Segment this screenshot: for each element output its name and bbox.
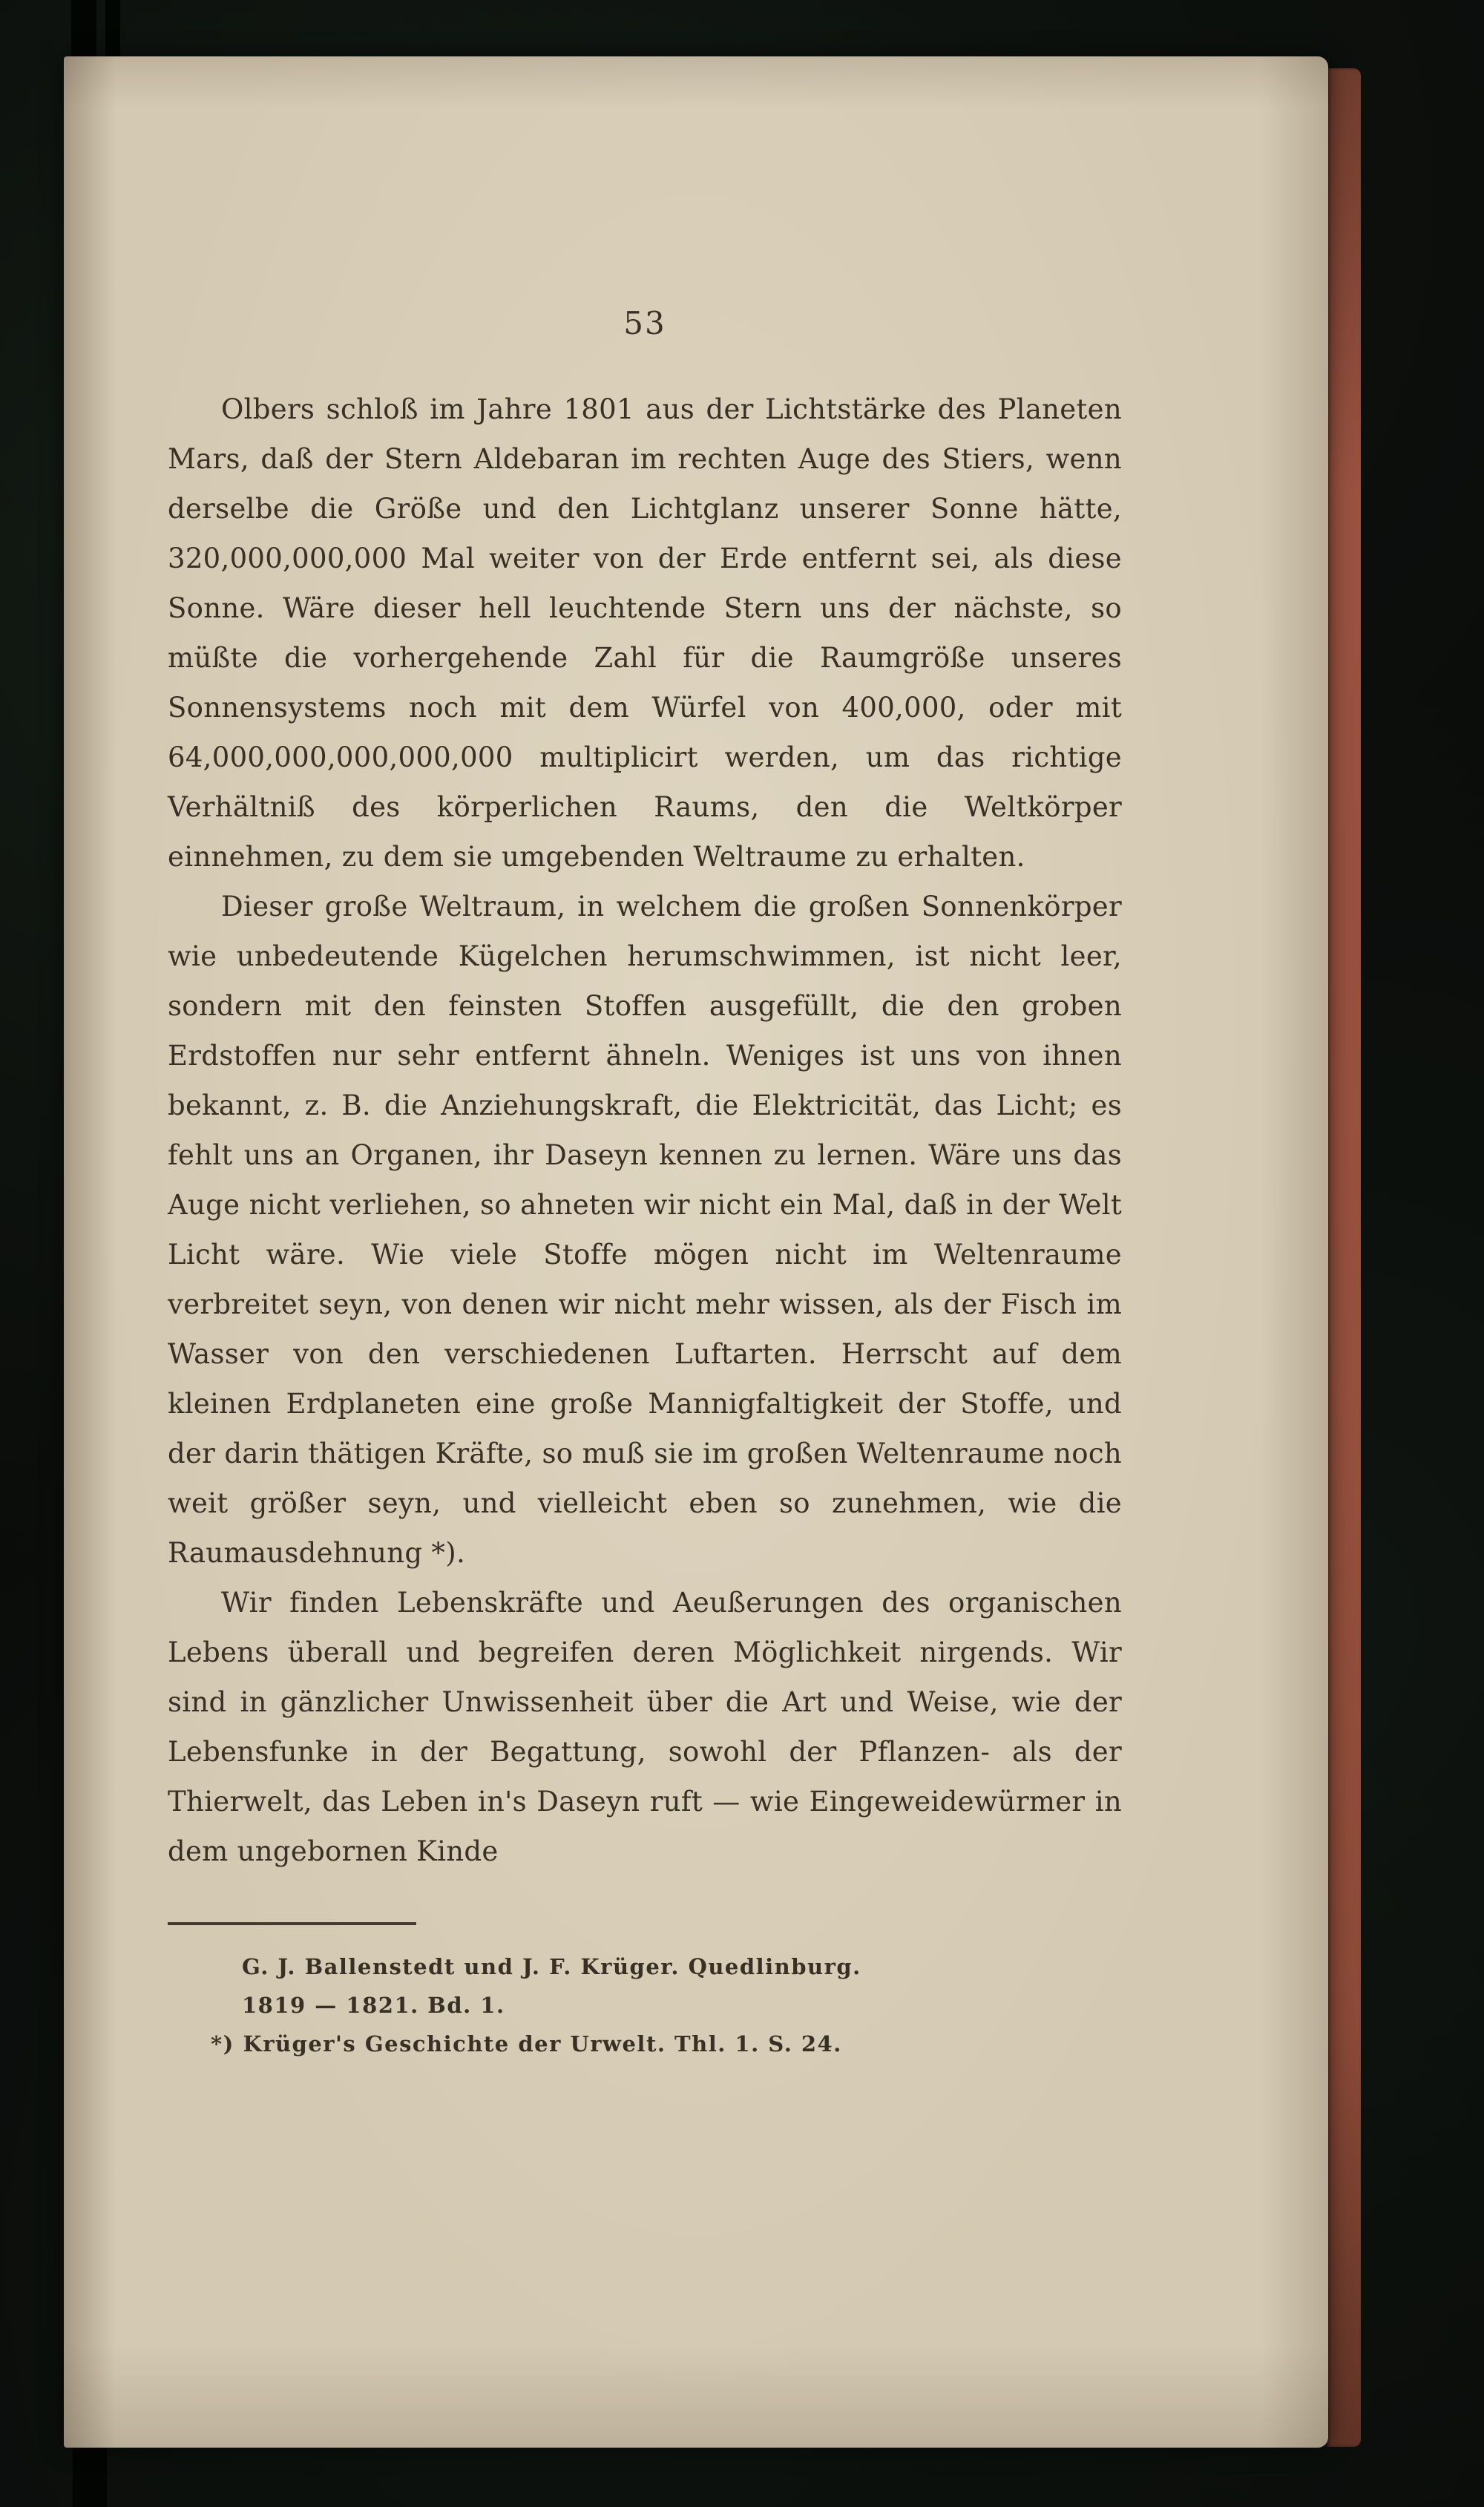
footnote-line: 1819 — 1821. Bd. 1.	[242, 1993, 505, 2018]
book-page	[64, 56, 1328, 2448]
edge-shadow-bar	[73, 2442, 107, 2507]
edge-shadow-bar	[105, 0, 120, 65]
footnote-line: G. J. Ballenstedt und J. F. Krüger. Quedlinburg.	[242, 1954, 861, 1979]
paragraph: Wir finden Lebenskräfte und Aeußerungen des organischen Lebens überall und begreifen deren Möglichkeit nirgends. Wir sind in gänzlicher Unwissenheit über die Art und Weise, wie der Lebensfunke in der Begattung, sowohl der Pflanzen- als der Thierwelt, das Leben in's Daseyn ruft — wie Eingeweidewürmer in dem ungebornen Kinde	[168, 1587, 1122, 1867]
footnote-line: *) Krüger's Geschichte der Urwelt. Thl. 1. S. 24.	[211, 2031, 842, 2057]
paragraph: Olbers schloß im Jahre 1801 aus der Lichtstärke des Planeten Mars, daß der Stern Aldebaran im rechten Auge des Stiers, wenn derselbe die Größe und den Lichtglanz unserer Sonne hätte, 320,000,000,000 Mal weiter von der Erde entfernt sei, als diese Sonne. Wäre dieser hell leuchtende Stern uns der nächste, so müßte die vorhergehende Zahl für die Raumgröße unseres Sonnensystems noch mit dem Würfel von 400,000, oder mit 64,000,000,000,000,000 multiplicirt werden, um das richtige Verhältniß des körperlichen Raums, den die Weltkörper einnehmen, zu dem sie umgebenden Weltraume zu erhalten.	[168, 393, 1122, 873]
page-content	[64, 56, 1328, 2063]
footnote-rule	[168, 1922, 416, 1925]
book-fore-edge	[1327, 68, 1361, 2447]
page-number: 53	[623, 305, 666, 341]
paragraph: Dieser große Weltraum, in welchem die großen Sonnenkörper wie unbedeutende Kügelchen herumschwimmen, ist nicht leer, sondern mit den feinsten Stoffen ausgefüllt, die den groben Erdstoffen nur sehr entfernt ähneln. Weniges ist uns von ihnen bekannt, z. B. die Anziehungskraft, die Elektricität, das Licht; es fehlt uns an Organen, ihr Daseyn kennen zu lernen. Wäre uns das Auge nicht verliehen, so ahneten wir nicht ein Mal, daß in der Welt Licht wäre. Wie viele Stoffe mögen nicht im Weltenraume verbreitet seyn, von denen wir nicht mehr wissen, als der Fisch im Wasser von den verschiedenen Luftarten. Herrscht auf dem kleinen Erdplaneten eine große Mannigfaltigkeit der Stoffe, und der darin thätigen Kräfte, so muß sie im großen Weltenraume noch weit größer seyn, und vielleicht eben so zunehmen, wie die Raumausdehnung *).	[168, 891, 1122, 1569]
